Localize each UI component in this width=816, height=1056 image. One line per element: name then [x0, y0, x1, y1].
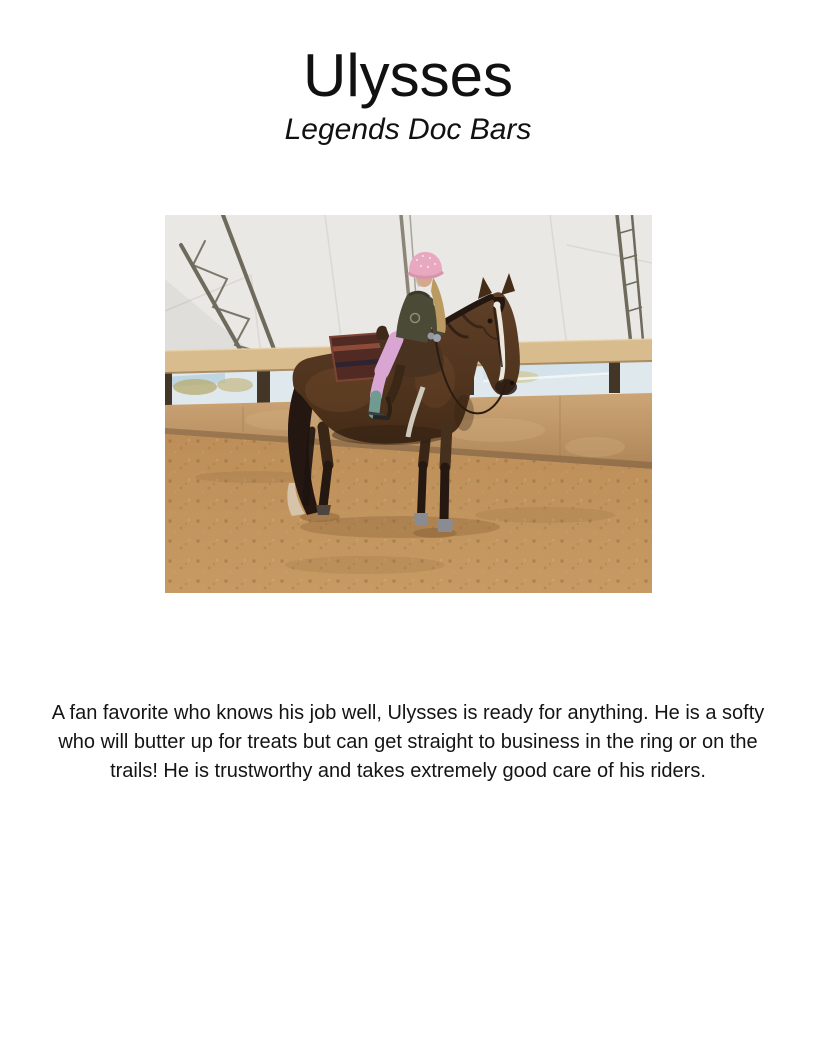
registered-name-subtitle: Legends Doc Bars [284, 113, 532, 146]
horse-description: A fan favorite who knows his job well, Ulysses is ready for anything. He is a softy who will butter up for treats but can get straight to business in the ring or on the trails! He is trustworthy and takes extremely good care of his riders. [51, 702, 765, 782]
horse-photo-illustration [165, 215, 652, 593]
rider-hand-right [433, 334, 441, 342]
horse-eye [487, 319, 492, 324]
horse-muzzle [495, 379, 517, 395]
rider-boot [374, 396, 376, 413]
horse-photo [165, 215, 652, 593]
horse-name-title: Ulysses [302, 42, 514, 109]
